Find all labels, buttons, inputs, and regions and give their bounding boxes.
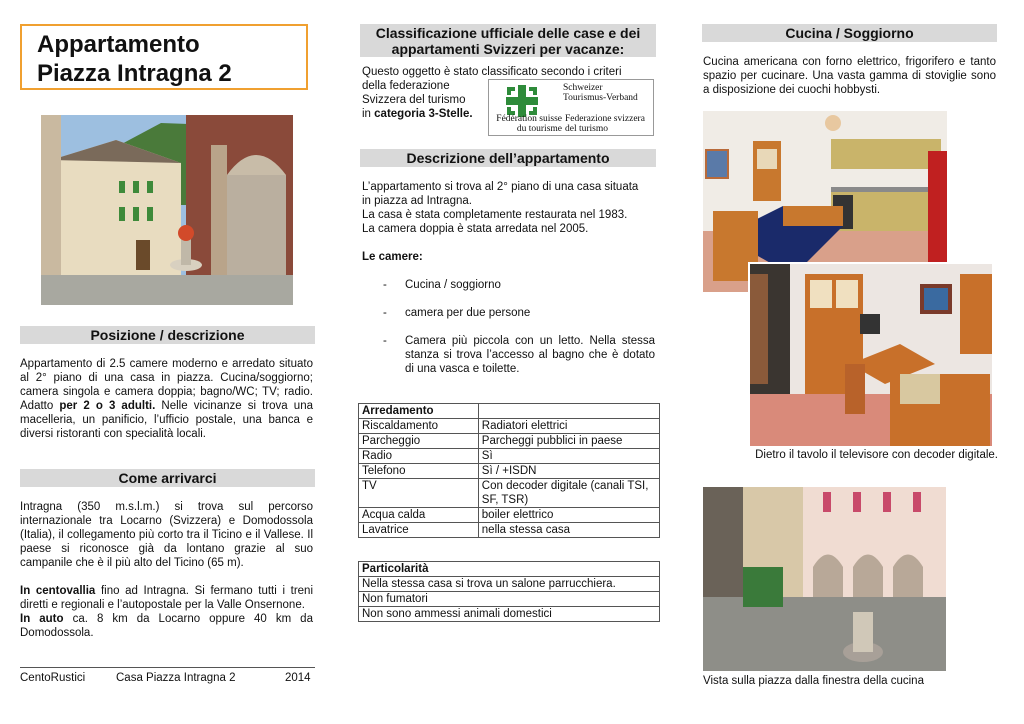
camere-label: Le camere: <box>362 251 423 263</box>
arredamento-header-row <box>359 404 660 419</box>
centovalli-label: In centovallia <box>20 585 96 597</box>
table-cell: Acqua calda <box>359 508 479 523</box>
classificazione-heading-line1: Classificazione ufficiale delle case e dei <box>375 25 641 41</box>
camere-dash-0: - <box>383 279 387 291</box>
particolarita-header: Particolarità <box>359 562 660 577</box>
arredamento-header-empty <box>478 404 659 419</box>
table-cell: Lavatrice <box>359 523 479 538</box>
table-cell: Telefono <box>359 464 479 479</box>
posizione-text-b: Nelle vicinanze si trova una macelleria, un panificio, l’ufficio postale, una banca e diversi ristoranti con specialità locali. <box>20 400 313 440</box>
logo-de1: Schweizer <box>563 83 603 93</box>
classificazione-line3: Svizzera del turismo <box>362 94 466 106</box>
table-cell: Riscaldamento <box>359 419 479 434</box>
posizione-text-a: Appartamento di 2.5 camere moderno e arredato situato al 2° piano di una casa in piazza. Cucina/soggiorno; camera singola e camera doppia; bagno/WC; TV; radio. Adatto <box>20 358 313 412</box>
table-row <box>359 592 660 607</box>
descrizione-text <box>362 180 657 236</box>
classificazione-line2: della federazione <box>362 80 450 92</box>
page-title-line1: Appartamento <box>37 31 200 58</box>
table-cell: Con decoder digitale (canali TSI, SF, TSR) <box>478 479 659 508</box>
table-cell: Nella stessa casa si trova un salone parrucchiera. <box>359 577 660 592</box>
stv-logo <box>488 79 654 136</box>
table-cell: Parcheggio <box>359 434 479 449</box>
footer-left: CentoRustici <box>20 672 86 684</box>
table-row <box>359 464 660 479</box>
arredamento-table <box>358 403 660 538</box>
centovalli-text: fino ad Intragna. Si fermano tutti i treni diretti e regionali e l’autopostale per la Valle Onsernone. <box>20 585 314 611</box>
classificazione-category: categoria 3-Stelle. <box>374 108 473 120</box>
table-row <box>359 419 660 434</box>
logo-fr2: du tourisme <box>516 124 562 134</box>
particolarita-header-row <box>359 562 660 577</box>
photo-piazza-view <box>703 487 946 671</box>
page-title-line2: Piazza Intragna 2 <box>37 60 232 87</box>
stv-cross-icon <box>503 85 541 117</box>
logo-de2: Tourismus-Verband <box>563 93 638 103</box>
table-cell: boiler elettrico <box>478 508 659 523</box>
logo-it1: Federazione svizzera <box>565 114 645 124</box>
classificazione-heading <box>360 24 656 57</box>
caption-piazza: Vista sulla piazza dalla finestra della cucina <box>703 675 924 687</box>
table-row <box>359 449 660 464</box>
footer-rule <box>20 667 315 668</box>
table-row <box>359 434 660 449</box>
descrizione-p2: in piazza ad Intragna. <box>362 195 472 207</box>
cucina-heading: Cucina / Soggiorno <box>702 24 997 42</box>
arrivare-paragraph: Intragna (350 m.s.l.m.) si trova sul percorso internazionale tra Locarno (Svizzera) e Domodossola (Italia), il collegamento più corto tra il Ticino e il Vallese. Il paese si riconosce già da lontano grazie al suo campanile che è il più alto del Ticino (65 m). <box>20 501 313 569</box>
classificazione-line1: Questo oggetto è stato classificato secondo i criteri <box>362 66 622 78</box>
camere-item-2: Camera più piccola con un letto. Nella stessa stanza si trova l’accesso al bagno che è dotato di una vasca e toilette. <box>405 335 655 375</box>
table-row <box>359 523 660 538</box>
camere-item-1: camera per due persone <box>405 307 531 319</box>
caption-tv: Dietro il tavolo il televisore con decoder digitale. <box>755 449 998 461</box>
arrivare-heading: Come arrivarci <box>20 469 315 487</box>
arredamento-header: Arredamento <box>359 404 479 419</box>
auto-text: ca. 8 km da Locarno oppure 40 km da Domodossola. <box>20 613 313 639</box>
table-cell: Non fumatori <box>359 592 660 607</box>
title-box <box>20 24 308 90</box>
footer-right: 2014 <box>285 672 311 684</box>
logo-it2: del turismo <box>565 124 609 134</box>
classificazione-line4 <box>362 107 473 121</box>
camere-dash-1: - <box>383 307 387 319</box>
arrivare-text <box>20 500 313 640</box>
particolarita-table <box>358 561 660 622</box>
photo-piazza <box>41 115 293 305</box>
camere-item-0: Cucina / soggiorno <box>405 279 501 291</box>
table-cell: Non sono ammessi animali domestici <box>359 607 660 622</box>
camere-dash-2: - <box>383 335 387 347</box>
cucina-text: Cucina americana con forno elettrico, frigorifero e tanto spazio per cucinare. Una vasta gamma di stoviglie sono a disposizione dei cuochi hobbysti. <box>703 56 996 96</box>
descrizione-p4: La camera doppia è stata arredata nel 2005. <box>362 223 589 235</box>
table-row <box>359 607 660 622</box>
classificazione-line4-a: in <box>362 108 375 120</box>
logo-fr1: Fédération suisse <box>496 114 562 124</box>
descrizione-p1: L’appartamento si trova al 2° piano di una casa situata <box>362 181 639 193</box>
descrizione-heading: Descrizione dell’appartamento <box>360 149 656 167</box>
posizione-text <box>20 357 313 441</box>
posizione-text-bold: per 2 o 3 adulti. <box>59 400 156 412</box>
table-cell: Radio <box>359 449 479 464</box>
photo-living-room <box>748 262 992 446</box>
table-row <box>359 577 660 592</box>
auto-label: In auto <box>20 613 64 625</box>
table-cell: Sì / +ISDN <box>478 464 659 479</box>
footer-middle: Casa Piazza Intragna 2 <box>116 672 236 684</box>
table-cell: TV <box>359 479 479 508</box>
table-cell: nella stessa casa <box>478 523 659 538</box>
posizione-heading: Posizione / descrizione <box>20 326 315 344</box>
table-cell: Radiatori elettrici <box>478 419 659 434</box>
table-cell: Parcheggi pubblici in paese <box>478 434 659 449</box>
classificazione-heading-line2: appartamenti Svizzeri per vacanze: <box>391 41 625 57</box>
table-cell: Sì <box>478 449 659 464</box>
descrizione-p3: La casa è stata completamente restaurata nel 1983. <box>362 209 628 221</box>
table-row <box>359 508 660 523</box>
table-row <box>359 479 660 508</box>
